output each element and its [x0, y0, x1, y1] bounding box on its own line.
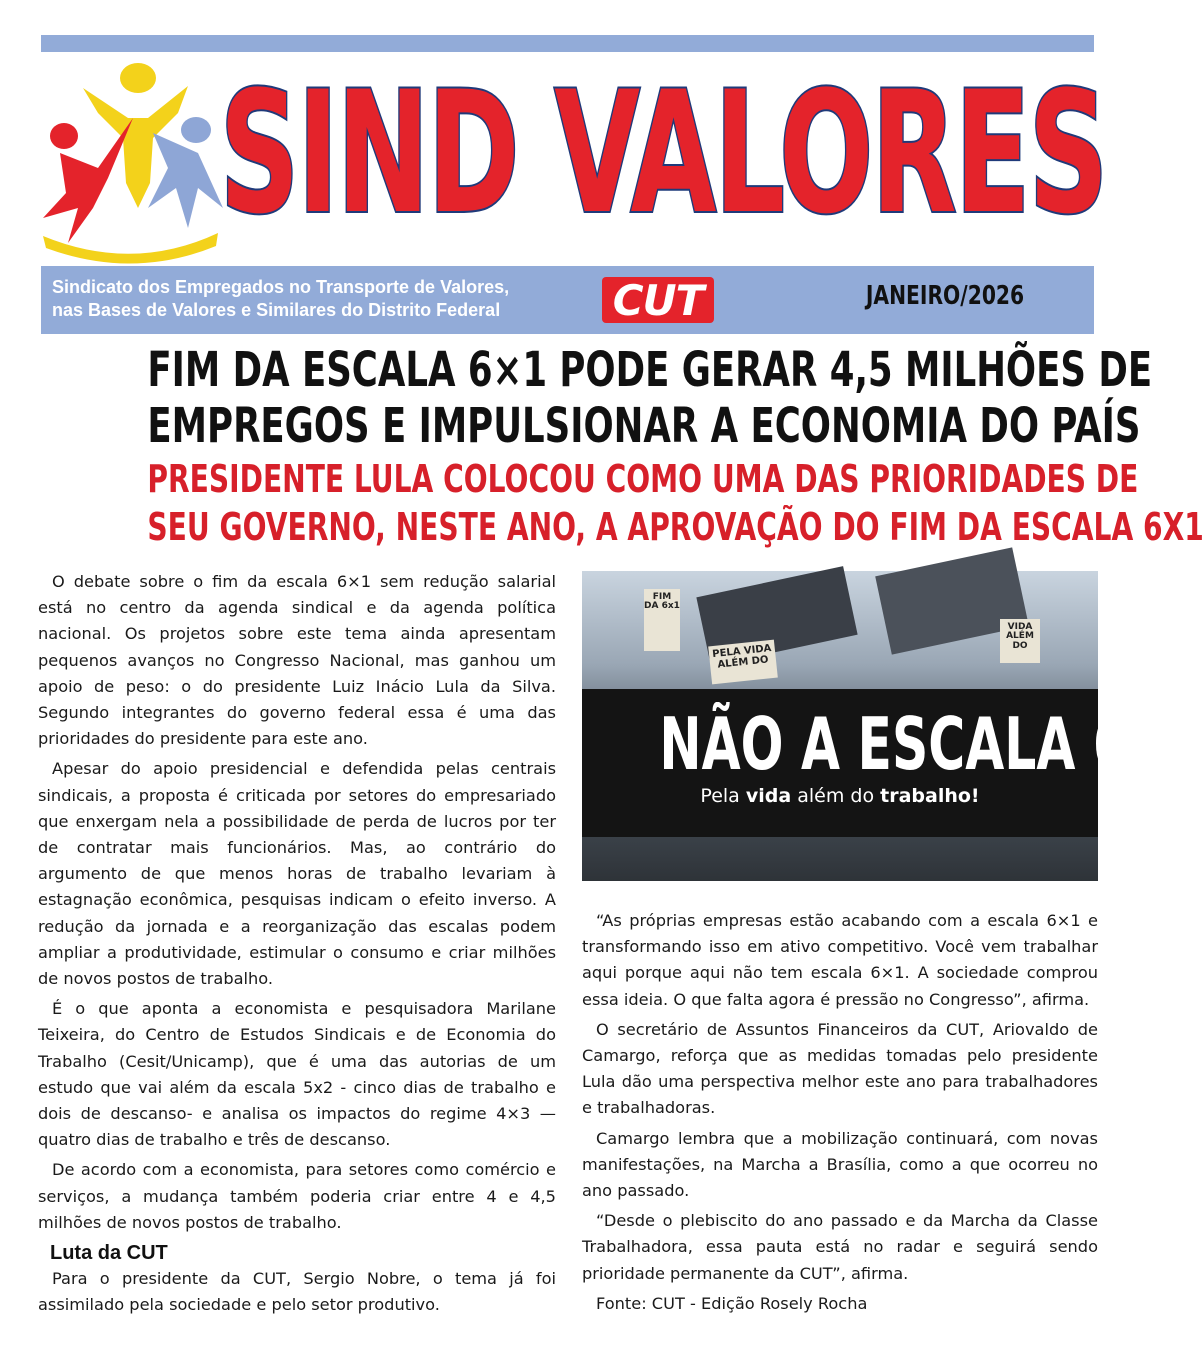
banner-subtext-part: Pela	[700, 785, 746, 807]
headline-line2: EMPREGOS E IMPULSIONAR A ECONOMIA DO PAÍS	[147, 398, 1141, 454]
subheadline	[0, 455, 1204, 551]
article-right-column	[582, 908, 1098, 1321]
headline-line1: FIM DA ESCALA 6×1 PODE GERAR 4,5 MILHÕES DE	[147, 342, 1153, 398]
subheadline-line1: PRESIDENTE LULA COLOCOU COMO UMA DAS PRIORIDADES DE	[147, 457, 1139, 501]
cut-logo: CUT	[602, 277, 714, 323]
protest-sign: VIDA ALÉM DO	[1000, 619, 1040, 663]
article-paragraph: O secretário de Assuntos Financeiros da CUT, Ariovaldo de Camargo, reforça que as medidas tomadas pelo presidente Lula dão uma perspectiva melhor este ano para trabalhadores e trabalhadoras.	[582, 1019, 1098, 1118]
article-paragraph: Apesar do apoio presidencial e defendida pelas centrais sindicais, a proposta é criticada por setores do empresariado que enxergam nela a possibilidade de perda de lucros por ter de contratar mais funcionários. Mas, ao contrário do argumento de que menos horas de trabalho levariam à estagnação econômica, pesquisas indicam o efeito inverso. A redução da jornada e a reorganização das escalas podem ampliar a produtividade, estimular o consumo e criar milhões de novos postos de trabalho.	[38, 759, 556, 989]
article-paragraph: “Desde o plebiscito do ano passado e da Marcha da Classe Trabalhadora, essa pauta está no radar e seguirá sendo prioridade permanente da CUT”, afirma.	[582, 1211, 1098, 1283]
union-name-line2: nas Bases de Valores e Similares do Distrito Federal	[52, 300, 501, 320]
article-paragraph: É o que aponta a economista e pesquisadora Marilane Teixeira, do Centro de Estudos Sindicais e de Economia do Trabalho (Cesit/Unicamp), que é uma das autorias de um estudo que vai além da escala 5x2 - cinco dias de trabalho e dois de descanso- e analisa os impactos do regime 4×3 — quatro dias de trabalho e três de descanso.	[38, 999, 556, 1150]
banner-main-text: NÃO A ESCALA 6X1	[659, 702, 1202, 786]
article-paragraph: O debate sobre o fim da escala 6×1 sem redução salarial está no centro da agenda sindical e da agenda política nacional. Os projetos sobre este tema ainda apresentam pequenos avanços no Congresso Nacional, mas ganhou um apoio de peso: o do presidente Luiz Inácio Lula da Silva. Segundo integrantes do governo federal essa é uma das prioridades do presidente para este ano.	[38, 572, 556, 749]
protest-photo	[582, 571, 1202, 881]
article-paragraph: Para o presidente da CUT, Sergio Nobre, o tema já foi assimilado pela sociedade e pelo setor produtivo.	[38, 1269, 556, 1315]
article-paragraph: De acordo com a economista, para setores como comércio e serviços, a mudança também poderia criar entre 4 e 4,5 milhões de novos postos de trabalho.	[38, 1160, 556, 1232]
banner-subtext-bold: trabalho!	[880, 785, 980, 807]
article-paragraph: Camargo lembra que a mobilização continuará, com novas manifestações, na Marcha a Brasília, como a que ocorreu no ano passado.	[582, 1128, 1098, 1201]
masthead-title: SIND VALORES	[219, 55, 1107, 251]
subheadline-line2: SEU GOVERNO, NESTE ANO, A APROVAÇÃO DO FIM DA ESCALA 6X1	[147, 505, 1204, 549]
article-left-column	[38, 569, 556, 1322]
protest-sign: FIM DA 6x1	[644, 589, 680, 651]
article-paragraph: “As próprias empresas estão acabando com a escala 6×1 e transformando isso em ativo competitivo. Você vem trabalhar aqui porque aqui não tem escala 6×1. A sociedade comprou essa ideia. O que falta agora é pressão no Congresso”, afirma.	[582, 911, 1098, 1009]
issue-date: JANEIRO/2026	[865, 281, 1025, 311]
union-name	[52, 276, 612, 322]
union-logo-icon	[38, 58, 228, 263]
union-name-line1: Sindicato dos Empregados no Transporte de Valores,	[52, 277, 510, 297]
headline	[0, 342, 1153, 454]
section-heading: Luta da CUT	[50, 1242, 168, 1265]
protest-sign: PELA VIDA ALÉM DO	[708, 640, 778, 685]
banner-subtext-bold: vida	[745, 785, 792, 807]
article-source: Fonte: CUT - Edição Rosely Rocha	[596, 1293, 868, 1313]
banner-subtext	[582, 785, 1098, 807]
banner-subtext-part: além do	[791, 785, 881, 807]
